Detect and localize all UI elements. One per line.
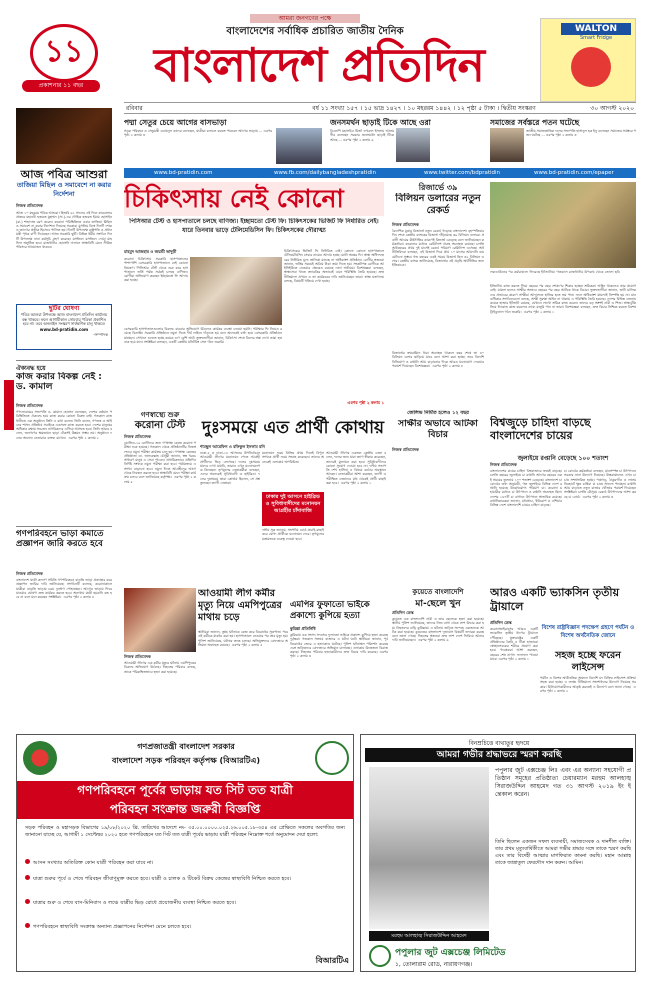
notice-url[interactable]: www.bd-pratidin.com bbox=[39, 326, 89, 332]
dateline-day: রবিবার bbox=[126, 105, 143, 112]
condolence-kicker: বিনম্রচিত্তে ব্যথাতুর হৃদয়ে bbox=[468, 740, 530, 747]
teaser-photo bbox=[490, 128, 524, 162]
anniversary-number: ১১ bbox=[30, 24, 98, 82]
teaser-title: সমাজের সর্বস্তরে পতন ঘটেছে bbox=[490, 118, 580, 127]
left3-reporter: নিজস্ব প্রতিবেদক bbox=[16, 571, 43, 576]
masthead-title: বাংলাদেশ প্রতিদিন bbox=[153, 38, 485, 92]
left3-body: বাংলাদেশ যাত্রী কল্যাণ সমিতি গণপরিবহনে বাড়তি ভাড়া প্রত্যাহার করে প্রজ্ঞাপন জারির দাবি জানিয়েছে। সংগঠনটি বলেছে, করোনাকালে যাত্রীরা বাড়তি ভাড়ায় চরম দুর্ভোগ পোহাচ্ছেন। আগের ভাড়ায় ফিরে যাওয়ার ঘোষণা দ্রুত কার্যকর করতে হবে। অন্যথায় যাত্রী হয়রানি বন্ধ হবে না বলে মনে করছেন সংশ্লিষ্টরা। এরপর পৃষ্ঠা ২ কলাম ৪ bbox=[16, 578, 112, 600]
brta-item-text: গণপরিবহনে স্বাস্থ্যবিধি সংক্রান্ত অন্যান্য প্রজ্ঞাপনের নির্দেশনা মেনে চলতে হবে। bbox=[33, 924, 192, 930]
left2-body: গণফোরামের সভাপতি ড. কামাল হোসেন বলেছেন, দেশের বর্তমান পরিস্থিতিতে ঐক্যবদ্ধ হয়ে কাজ করার কোনো বিকল্প নেই। গতকাল রাজধানীতে এক অনুষ্ঠানে তিনি এ কথা বলেন। তিনি বলেন, গণতন্ত্র ও আইনের শাসন প্রতিষ্ঠায় সবাইকে একসঙ্গে কাজ করতে হবে। দেশের মানুষের অধিকার রক্ষায় সচেতন নাগরিকদের এগিয়ে আসতে হবে। তিনি আরও বলেন, জনগণের ক্ষমতায়ন ছাড়া টেকসই উন্নয়ন সম্ভব নয়। অনুষ্ঠানে দলের অন্যান্য নেতারাও বক্তব্য রাখেন। এরপর পৃষ্ঠা ২ কলাম ২ bbox=[16, 410, 112, 440]
masthead-subtitle: বাংলাদেশের সর্বাধিক প্রচারিত জাতীয় দৈনিক bbox=[226, 26, 404, 37]
walton-sub: Smart Fridge bbox=[579, 35, 613, 41]
condolence-body-2: তিনি ছিলেন একজন সফল ব্যবসায়ী, সমাজসেবক ও দানশীল ব্যক্তি। তার প্রথম মৃত্যুবার্ষিকীতে আমরা গভীর শ্রদ্ধার সঙ্গে তাকে স্মরণ করছি এবং তার বিদেহী আত্মার মাগফিরাত কামনা করছি। মহান আল্লাহ তাকে জান্নাতুল ফেরদৌস দান করুন। আমিন। bbox=[495, 839, 633, 866]
lead-body-2: চিকিৎসকের ভিজিট ফি নির্ধারিত নেই। কোনো কোনো হাসপাতালে টেলিমেডিসিন সেবার নামেও আদায় হচ্ছে মোটা অঙ্কের ফি। স্বাস্থ্য অধিদফতরের নির্ধারিত মূল্য তালিকা মানছে না অধিকাংশ প্রতিষ্ঠান। রোগীর স্বজনরা জানান, ভর্তির সময়েই অগ্রিম টাকা জমা দিতে হয়। সংকটাপন্ন রোগীকে আইসিইউতে নেওয়ার ক্ষেত্রেও রয়েছে নানা অনিয়ম। বিশেষজ্ঞরা বলছেন, স্বাস্থ্যসেবা খাতে তদারকির অভাবেই এমন পরিস্থিতি তৈরি হয়েছে। দ্রুত নীতিমালা প্রণয়ন ও তা কার্যকরের দাবি জানিয়েছেন তারা। স্বাস্থ্য মন্ত্রণালয় বলছে, বিষয়টি খতিয়ে দেখা হচ্ছে। bbox=[284, 249, 384, 284]
company-logo-icon bbox=[369, 945, 391, 967]
lead-body-1: করোনা চিকিৎসায় সরকারি হাসপাতালের পাশাপাশি বেসরকারি হাসপাতালে নেই কোনো নিয়ন্ত্রণ। পিসিআর টেস্ট থেকে শুরু করে হাসপাতালে ভর্তি পর্যন্ত সর্বত্রই চলছে বাণিজ্য। রোগীরা অভিযোগ করছেন ইচ্ছামতো ফি আদায় করা হচ্ছে। bbox=[124, 257, 188, 283]
corona-kicker: গণস্বাস্থ্যে শুরু bbox=[140, 411, 180, 418]
ashura-image bbox=[16, 108, 112, 164]
reserve-body-2: রিজার্ভের ক্রমবর্ধমান ধারা অব্যাহত থাকলে বছর শেষে তা ৪০ বিলিয়ন ডলার ছাড়িয়ে যাবে বলে আশা করা হচ্ছে। তবে বিদেশি বিনিয়োগ ও রপ্তানি আয় বাড়ানোর দিকে আরও মনোযোগ দেওয়ার পরামর্শ দিয়েছেন বিশেষজ্ঞরা। এরপর পৃষ্ঠা ২ কলাম ৪ bbox=[392, 351, 484, 368]
ashura-body: আজ ১০ মহররম পবিত্র আশুরা। হিজরি ৬১ সালের এই দিনে কারবালার প্রান্তরে মহানবী হজরত মুহাম্মদ (সা.)-এর দৌহিত্র হজরত ইমাম হোসাইন (রা.) শাহাদাত বরণ করেন। করোনা পরিস্থিতিতে এবার তাজিয়া মিছিল ও সমাবেশ না করার নির্দেশনা দিয়েছে সরকার। মুসলিম বিশ্বে দিনটি শোক ও ত্যাগের প্রতীক হিসেবে পালিত হয়। দিনটি উপলক্ষে রাষ্ট্রপতি ও প্রধানমন্ত্রী পৃথক বাণী দিয়েছেন। আজ সরকারি ছুটি। বিভিন্ন ধর্মীয় সংগঠন দিনটি উপলক্ষে নানা কর্মসূচি গ্রহণ করেছে। মসজিদে মসজিদে দোয়া মাহফিল অনুষ্ঠিত হবে। রাজধানীর হোসেনি দালানে স্বাস্থ্যবিধি মেনে সীমিত পরিসরে আয়োজন থাকবে। bbox=[16, 211, 112, 250]
corona-title: করোনা টেস্ট bbox=[134, 420, 186, 431]
left2-title: কাজ করার বিকল্প নেই : ড. কামাল bbox=[16, 372, 102, 392]
brta-org1: গণপ্রজাতন্ত্রী বাংলাদেশ সরকার bbox=[137, 742, 235, 751]
teaser-inu[interactable] bbox=[490, 118, 636, 166]
left2-reporter: নিজস্ব প্রতিবেদক bbox=[16, 403, 43, 408]
dateline-bar bbox=[124, 102, 636, 114]
brick-caption: লকডাউনের পর কর্মচাঞ্চল্য ফিরেছে ইটভাটায়। গতকাল রাজধানীর উপকণ্ঠ থেকে তোলা ছবি bbox=[490, 270, 620, 274]
bioxal-title: বিশেষ রাষ্ট্রবিজ্ঞান পদক্ষেপ গ্রহণে পর্যটন ও বিশেষ অর্থনৈতিক জোনে bbox=[541, 625, 635, 639]
condolence-caption: মরহুম আলহাজ্ব সিরাজউদ্দিন আহমেদ bbox=[369, 931, 489, 941]
url-bar bbox=[124, 168, 636, 178]
mp-cousin-headline-text: এমপির ফুফাতো ভাইকে প্রকাশ্যে কুপিয়ে হত্যা bbox=[290, 600, 370, 621]
brta-item-text: আসন সংখ্যার অতিরিক্ত কোন যাত্রী পরিবহন করা যাবে না। bbox=[33, 860, 154, 866]
brta-item-text: যাত্রা শুরুর পূর্বে ও শেষে পরিবহন জীবাণুমুক্ত করতে হবে। যাত্রী ও চালক ও টিকেট বিক্রয় কেন্দ্রের স্বাস্থ্যবিধি নিশ্চিত করতে হবে। bbox=[33, 876, 292, 882]
mp-cousin-body: কুমিল্লায় এক সংসদ সদস্যের ফুফাতো ভাইকে প্রকাশ্যে কুপিয়ে হত্যা করেছে দুর্বৃত্তরা। গতকাল সন্ধ্যায় বাজারে এ ঘটনা ঘটে। স্থানীয়রা জানান, পূর্ব বিরোধের জেরে এ হত্যাকাণ্ড ঘটেছে। পুলিশ ঘটনাস্থল পরিদর্শন করেছে এবং জড়িতদের গ্রেফতারে অভিযান চালাচ্ছে। এলাকায় উত্তেজনা বিরাজ করছে। নিহতের পরিবার হত্যাকারীদের দ্রুত বিচার দাবি করেছে। এরপর পৃষ্ঠা ২ কলাম ৩ bbox=[290, 633, 388, 659]
notice-text: পবিত্র আশুরা উপলক্ষে আজ বাংলাদেশ প্রতিদিন কার্যালয় বন্ধ থাকবে। ফলে আগামীকাল সোমবার পত্রিকা প্রকাশিত হবে না। তবে অনলাইন সংস্করণ সার্বক্ষণিক চালু থাকবে। bbox=[20, 312, 108, 327]
condolence-company: পপুলার জুট এক্সচেঞ্জ লিমিটেড bbox=[395, 948, 506, 958]
brta-ad bbox=[16, 734, 354, 972]
brta-org2: বাংলাদেশ সড়ক পরিবহন কর্তৃপক্ষ (বিআরটিএ) bbox=[112, 756, 260, 765]
reserve-title: বিলিয়ন ডলারের নতুন রেকর্ড bbox=[395, 193, 481, 216]
bullet-icon bbox=[25, 899, 30, 904]
masthead-tagline: আমরা জনগণের পক্ষে bbox=[250, 14, 360, 23]
brick-kicker: জেলিভ নির্মিত হলেও ১২ বছর bbox=[407, 410, 469, 416]
awami-body-1: আওয়ামী লীগের এক কর্মীর মৃত্যুর ঘটনায় এমপিপুত্রের বিরুদ্ধে অভিযোগ উঠেছে। নিহতের পরিবার বলছে, তাকে পরিকল্পিতভাবে হত্যা করা হয়েছে। bbox=[124, 661, 196, 674]
brick-title: সাক্ষীর অভাবে আটকা বিচার bbox=[398, 419, 478, 440]
url-epaper[interactable]: www.bd-pratidin.com/epaper bbox=[534, 170, 614, 176]
awami-body-2: স্থানীয়রা জানান, তুচ্ছ ঘটনাকে কেন্দ্র করে বিরোধের সূত্রপাত। পরে ওই কর্মীকে মারধর করা হয়। হাসপাতালে নেওয়ার পর তার মৃত্যু হয়। পুলিশ জানিয়েছে, ঘটনার তদন্ত চলছে। অভিযুক্তদের গ্রেফতারে অভিযান অব্যাহত রয়েছে। এরপর পৃষ্ঠা ২ কলাম ৫ bbox=[198, 630, 288, 647]
left3-title: গণপরিবহনে ভাড়া কমাতে প্রজ্ঞাপন জারি করতে হবে bbox=[16, 529, 104, 549]
teaser-text: জাতীয় সমাজতান্ত্রিক দলের সভাপতি হাসানুল হক ইনু বলেছেন সমাজের সর্বস্তরে পতন ঘটেছে ... এরপর পৃষ্ঠা ২ কলাম ৩ bbox=[526, 129, 636, 138]
kuwait-body: কুয়েতে এক বাংলাদেশি নারী ও তার ছেলেকে হত্যা করা হয়েছে। স্থানীয় পুলিশ জানিয়েছে, তাদের নিজ বাসা থেকে লাশ উদ্ধার করা হয়। নিহতদের বাড়ি কুমিল্লায়। এ ঘটনায় জড়িত সন্দেহে একজনকে আটক করা হয়েছে। কুয়েতের বাংলাদেশ দূতাবাস বিষয়টি তদারক করছে বলে জানা গেছে। নিহতের স্বজনরা দ্রুত লাশ দেশে ফিরিয়ে আনার দাবি জানিয়েছেন। এরপর পৃষ্ঠা ২ কলাম ৬ bbox=[392, 617, 484, 643]
kuwait-byline: প্রতিদিন ডেস্ক bbox=[392, 610, 414, 615]
brick-body: ইটভাটায় কাজ করতে গিয়ে বছরের পর বছর শোষণের শিকার হচ্ছেন শ্রমিকরা। আইন থাকলেও তার প্রয়োগ নেই। মামলা হলেও সাক্ষীর অভাবে বছরের পর বছর আটকে থাকে বিচার। ভুক্তভোগীরা জানান, ভাটা মালিকদের প্রভাবের কারণে সাক্ষীরা আদালতে হাজির হতে ভয় পান। ফলে অধিকাংশ মামলাই নিষ্পত্তি হয় না। মানবাধিকার সংগঠনগুলো বলছে, সাক্ষী সুরক্ষা আইন না থাকায় এ পরিস্থিতি তৈরি হয়েছে। দেশের বিভিন্ন জেলায় কয়েক হাজার ইটভাটা রয়েছে, যেখানে লাখো শ্রমিক কাজ করেন। তাদের বড় অংশই নারী ও শিশু। স্বাস্থ্যঝুঁকি নিয়ে দিনরাত কাজ করলেও ন্যায্য মজুরি পান না তারা। বিশেষজ্ঞরা বলছেন, দ্রুত বিচার নিশ্চিত করতে বিশেষ ট্রাইব্যুনাল গঠন জরুরি। এরপর পৃষ্ঠা ২ কলাম ১ bbox=[490, 284, 636, 314]
candidates-body-2: মনোনয়ন ফরম বিক্রির প্রথম দিনেই বিপুল সংখ্যক প্রার্থী ফরম সংগ্রহ করেছেন। তাদের অনেকেই এলাকায় অপরিচিত। bbox=[262, 451, 324, 464]
candidates-inset: ঢাকার দুই আসনে হাইব্রিড ও সুবিধাবাদীদের মনোনয়ন আগ্রহীর চাঁদাবাজি bbox=[262, 492, 324, 526]
divider bbox=[16, 360, 112, 361]
govt-emblem-icon bbox=[23, 741, 57, 775]
bullet-icon bbox=[25, 859, 30, 864]
anniversary-text: প্রকাশনার ১১ বছর bbox=[22, 80, 100, 92]
tea-body-1: বাংলাদেশের চায়ের চাহিদা বিশ্ববাজারে ক্রমেই বাড়ছে। চলতি বছরের জুলাইয়ে চা রপ্তানি আগের বছরের একই সময়ের তুলনায় ১০০ শতাংশ বেড়েছে। বাংলাদেশ চা বোর্ডের তথ্য অনুযায়ী, গত জুলাইয়ে বিভিন্ন দেশে রপ্তানি হয়েছে উল্লেখযোগ্য পরিমাণ চা। করোনা মহামারীর মধ্যেও চা উৎপাদন ও রপ্তানি অব্যাহত ছিল। দেশের ১৬৭টি চা বাগানে উৎপাদন স্বাভাবিক রয়েছে। রপ্তানিকারকরা জানান, মধ্যপ্রাচ্য, ইউরোপ ও এশিয়ার বিভিন্ন দেশে বাংলাদেশি চায়ের চাহিদা বাড়ছে। bbox=[490, 469, 562, 508]
tea-title: বিশ্বজুড়ে চাহিদা বাড়ছে বাংলাদেশের চায়ের bbox=[490, 416, 591, 442]
awami-photo bbox=[124, 588, 196, 652]
lead-body-3: বেসরকারি হাসপাতালগুলোর বিরুদ্ধে বারবার অভিযোগ উঠলেও কার্যকর ব্যবস্থা নেওয়া হয়নি। পরীক্ষার ফি নিয়েও রয়েছে বিভ্রান্তি। সরকারি প্রতিষ্ঠানে নমুনা দিতে দীর্ঘ লাইনে দাঁড়াতে হয় বলে অনেকেই বাধ্য হয়ে বেসরকারি প্রতিষ্ঠানে যাচ্ছেন। সেখানে গুনতে হচ্ছে কয়েক গুণ বেশি অর্থ। ভুক্তভোগীরা জানান, চিকিৎসা শেষে বিলের অঙ্ক দেখে তারা হতবাক হয়ে যান। সংশ্লিষ্টরা বলছেন, একটি কেন্দ্রীয় মনিটরিং সেল গঠন জরুরি। bbox=[124, 327, 282, 344]
tea-reporter: নিজস্ব প্রতিবেদক bbox=[490, 462, 517, 467]
reserve-body: বৈদেশিক মুদ্রার রিজার্ভে নতুন রেকর্ড গড়েছে বাংলাদেশ। বৃহস্পতিবার দিন শেষে কেন্দ্রীয় ব্যাংকের রিজার্ভ দাঁড়িয়েছে ৩৯ বিলিয়ন ডলারে। প্রবাসী আয়ের ঊর্ধ্বগতির কারণেই রিজার্ভ বেড়েছে বলে জানিয়েছেন কর্মকর্তারা। করোনার মধ্যেও রেমিট্যান্স প্রবাহ অব্যাহত রয়েছে। চলতি অর্থবছরের প্রথম দুই মাসেই রেকর্ড পরিমাণ রেমিট্যান্স এসেছে। অর্থনীতিবিদরা বলছেন, এই রিজার্ভ দিয়ে প্রায় ১০ মাসের আমদানি ব্যয় মেটানো সম্ভব। গত বছরের একই সময়ে রিজার্ভ ছিল ৩২ বিলিয়ন ডলার। কেন্দ্রীয় ব্যাংক জানিয়েছে, রিজার্ভের এই প্রবৃদ্ধি অর্থনীতির জন্য ইতিবাচক। bbox=[392, 229, 484, 268]
kuwait-title: মা-ছেলে খুন bbox=[415, 599, 461, 608]
brta-item-4 bbox=[25, 923, 345, 937]
brta-footer: বিআরটিএ bbox=[315, 956, 349, 965]
tea-body-2: চা বোর্ডের কর্মকর্তারা বলছেন, মানসম্পন্ন চা উৎপাদনে সরকার নানা উদ্যোগ নিয়েছে। উত্তরাঞ্চলেও এখন চা চাষ সম্প্রসারিত হচ্ছে। পঞ্চগড়, ঠাকুরগাঁও ও লালমনিরহাটে ক্ষুদ্র চাষিরা চা চাষে সাফল্য পাচ্ছেন। রপ্তানি আয় বাড়াতে নতুন বাজার খোঁজার পরামর্শ দিয়েছেন সংশ্লিষ্টরা। চলতি মৌসুমে রেকর্ড উৎপাদনের আশা করছে চা বোর্ড। এরপর পৃষ্ঠা ২ কলাম ৩ bbox=[564, 469, 636, 499]
lead-continue: এরপর পৃষ্ঠা ২ কলাম ১ bbox=[347, 400, 384, 405]
ashura-sub: তাজিয়া মিছিল ও সমাবেশে না করার নির্দেশনা bbox=[16, 181, 112, 198]
tea-sub: জুলাইয়ে রপ্তানি বেড়েছে ১০০ শতাংশ bbox=[517, 455, 609, 461]
brta-banner bbox=[17, 781, 353, 819]
candidates-byline: শামছুল আরেফিন ও রফিকুল ইসলাম রনি bbox=[200, 444, 265, 449]
teaser-title: পদ্মা সেতুর চেয়ে আগের বাসভাড়া bbox=[124, 118, 227, 127]
bioxal-title2: সহজ হচ্ছে ফরেন লাইসেন্স bbox=[555, 650, 621, 673]
url-facebook[interactable]: www.fb.com/dailybangladeshpratidin bbox=[274, 170, 376, 176]
anniversary-badge bbox=[16, 18, 106, 102]
ashura-reporter: নিজস্ব প্রতিবেদক bbox=[16, 203, 43, 208]
corona-reporter: নিজস্ব প্রতিবেদক bbox=[124, 434, 151, 439]
candidates-body-3: দলীয় সূত্র জানায়, সংসদীয় বোর্ড যাচাই-বাছাই করে যোগ্য প্রার্থীকে মনোনয়ন দেবে। তৃণমূলের মতামতকে গুরুত্ব দেওয়া হবে। bbox=[262, 528, 324, 541]
reserve-kicker: রিজার্ভে ৩৯ bbox=[418, 183, 458, 192]
teaser-text: সড়ক পরিবহন ও সেতুমন্ত্রী ওবায়দুল কাদের বলেছেন, যাত্রীরা চলাচল করতে পারবেন আগের ভাড়ায় ... এরপর পৃষ্ঠা ২ কলাম ৩ bbox=[124, 129, 274, 138]
condolence-ad bbox=[360, 734, 636, 972]
brick-photo bbox=[490, 182, 636, 268]
bullet-icon bbox=[25, 875, 30, 880]
side-marker bbox=[4, 380, 14, 430]
candidates-title: দুঃসময়ে এত প্রার্থী কোথায় bbox=[201, 418, 385, 438]
fridge-icon bbox=[571, 47, 611, 87]
brta-banner-line1: গণপরিবহনে পূর্বের ভাড়ায় যত সিট তত যাত্রী bbox=[77, 783, 293, 797]
notice-title: ছুটির ঘোষণা bbox=[48, 305, 80, 312]
notice-by: -সম্পাদক bbox=[93, 331, 108, 337]
vaccine-headline-text: আরও একটি ভ্যাকসিন তৃতীয় ট্রায়ালে bbox=[490, 586, 620, 613]
url-web[interactable]: www.bd-pratidin.com bbox=[154, 170, 213, 176]
walton-brand: WALTON bbox=[561, 23, 631, 35]
condolence-body: পপুলার জুট এক্সচেঞ্জ লিঃ এবং এর অন্যান্য সহযোগী প্রতিষ্ঠান সমূহের প্রতিষ্ঠাতা চেয়ারম্যান মরহুম আলহাজ্ব সিরাজউদ্দিন আহমেদ গত ৩১ আগস্ট ২০১৯ ইং ইন্তেকাল করেন। bbox=[495, 767, 633, 798]
reserve-reporter: নিজস্ব প্রতিবেদক bbox=[392, 222, 419, 227]
condolence-photo bbox=[369, 767, 489, 929]
dateline-info: বর্ষ ১১ সংখ্যা ১৫৭ । ১৫ ভাদ্র ১৪২৭ । ১০ মহররম ১৪৪২ । ১২ পৃষ্ঠা ৫ টাকা । দ্বিতীয় সংস্করণ bbox=[312, 105, 536, 112]
candidates-body-4: আওয়ামী লীগের একজন কেন্দ্রীয় নেতা বলেন, দলের জন্য যারা ত্যাগ স্বীকার করেছেন, তাদেরই মূল্যায়ন করা হবে। সুবিধাবাদীদের কোনো সুযোগ দেওয়া হবে না। দলীয় সভাপতি শেখ হাসিনা এ বিষয়ে কঠোর অবস্থানে আছেন। নেতাকর্মীরা আশা করছেন, ত্যাগী ও পরীক্ষিত নেতাদের মধ্য থেকেই প্রার্থী বাছাই করা হবে। এরপর পৃষ্ঠা ২ কলাম ১ bbox=[326, 451, 386, 486]
teaser-bnp[interactable] bbox=[330, 118, 490, 166]
lead-deck: পিসিআর টেস্ট ও হাসপাতালে চলছে বাণিজ্য। ইচ্ছামতো টেস্ট ফি। চিকিৎসকের ভিজিট ফি নির্ধারিত নেই। যারে তিনবার ভাড়ে টেলিমেডিসিন ফি। চিকিৎসকের দৌরাত্ম্য bbox=[129, 218, 379, 234]
teaser-title: জনসমর্থন ছাড়াই টিকে আছে ওরা bbox=[330, 118, 431, 127]
candidates-body-1: ঢাকা-৫ ও ঢাকা-১৮ আসনের উপনির্বাচনে আওয়ামী লীগের মনোনয়ন পেতে আগ্রহী প্রার্থীদের ভিড় লেগেছে। দলের দুঃসময়ে যাদের দেখা যায়নি, তারাও এখন মনোনয়নপত্র কিনছেন। তৃণমূলের নেতাকর্মীরা বলছেন, এদের অনেকেই সুবিধাবাদী ও হাইব্রিড। দলের দুঃসময়ে তারা কোথায় ছিলেন, সে প্রশ্ন তুলছেন ত্যাগী নেতারা। bbox=[200, 451, 260, 486]
vaccine-byline: প্রতিদিন ডেস্ক bbox=[490, 620, 512, 625]
mp-cousin-byline: কুমিল্লা প্রতিনিধি bbox=[290, 626, 316, 631]
awami-byline: নিজস্ব প্রতিবেদক bbox=[124, 654, 151, 659]
brta-item-3 bbox=[25, 899, 345, 921]
lead-headline: চিকিৎসায় নেই কোনো bbox=[124, 182, 384, 216]
left2-kicker: ঐক্যবদ্ধ হয়ে bbox=[16, 365, 46, 371]
brta-banner-line2: পরিবহন সংক্রান্ত জরুরী বিজ্ঞপ্তি bbox=[109, 802, 261, 816]
holiday-notice bbox=[16, 304, 112, 350]
corona-body: কোভিড-১৯ রোগীদের জন্য গণস্বাস্থ্য কেন্দ্রে করোনা পরীক্ষা শুরু হয়েছে। গতকাল থেকে প্রতিষ্ঠানটির নিজস্ব ল্যাবে নমুনা পরীক্ষা কার্যক্রম চালু হয়। গণস্বাস্থ্য কেন্দ্রের প্রতিষ্ঠাতা ডা. জাফরুল্লাহ চৌধুরী জানান, স্বল্প খরচে সাধারণ মানুষ এ সেবা পাবেন। প্রাথমিকভাবে প্রতিদিন নির্দিষ্ট সংখ্যক নমুনা পরীক্ষা করা হবে। পর্যায়ক্রমে এ সংখ্যা বাড়ানো হবে। নমুনা দিতে আগ্রহীদের আগে থেকে নিবন্ধন করতে হবে। স্বাস্থ্যবিধি মেনে পরীক্ষা কার্যক্রম চলবে বলে জানিয়েছে কর্তৃপক্ষ। এরপর পৃষ্ঠা ২ কলাম ৫ bbox=[124, 441, 196, 484]
dateline-date: ৩০ আগস্ট ২০২০ bbox=[590, 105, 634, 112]
brta-item-text: যাত্রার শুরু ও শেষে বাস-মিনিবাস ও লঞ্চে যাত্রীর ভিড় রোধে প্রয়োজনীয় ব্যবস্থা নিশ্চিত করতে হবে। bbox=[33, 900, 237, 906]
walton-ad bbox=[540, 18, 636, 102]
condolence-address: ১, তোলারাম রোড, নারায়ণগঞ্জ। bbox=[395, 961, 473, 968]
ashura-title: আজ পবিত্র আশুরা bbox=[20, 168, 108, 180]
kuwait-kicker: কুয়েতে বাংলাদেশি bbox=[412, 588, 464, 595]
lead-photo bbox=[190, 257, 282, 325]
brta-item-1 bbox=[25, 859, 345, 873]
brick-reporter: নিজস্ব প্রতিবেদক bbox=[392, 447, 419, 452]
divider bbox=[16, 526, 112, 527]
condolence-title: আমরা গভীর শ্রদ্ধাভরে স্মরণ করছি bbox=[436, 750, 562, 760]
teaser-photo bbox=[396, 128, 430, 162]
teaser-text: বিএনপি মহাসচিব মির্জা ফখরুল ইসলাম আলমগীর বলেছেন সরকার জনসমর্থন ছাড়াই টিকে আছে ... এরপর পৃষ্ঠা ২ কলাম ৬ bbox=[330, 129, 396, 142]
bullet-icon bbox=[25, 923, 30, 928]
brta-intro: সড়ক পরিবহন ও মহাসড়ক বিভাগের ১৯/০৮/২০২০ খ্রি. তারিখের আদেশে নং- ৩৫.০০.০০০০.০২৫.২৬.০০৫.১৮-৩৫৪ এর প্রেক্ষিতে সকলের অবগতির জন্য জানানো যাচ্ছে যে, আগামী ১ সেপ্টেম্বর ২০২০ হতে গণপরিবহনে যত সিট তত যাত্রী পূর্বের ভাড়ায় যাত্রী পরিবহন নিম্নোক্ত শর্তে অনুমোদন দেয়া হলো: bbox=[25, 825, 347, 838]
teaser-padma[interactable] bbox=[124, 118, 324, 166]
brta-item-2 bbox=[25, 875, 345, 897]
url-twitter[interactable]: www.twitter.com/bdpratidin bbox=[424, 170, 501, 176]
awami-title: আওয়ামী লীগ কর্মীর মৃত্যু নিয়ে এমপিপুত্রের মাথায় চড়ে bbox=[198, 588, 282, 623]
teaser-photo bbox=[276, 128, 322, 164]
lead-byline: মাহমুদ আজহার ও জয়শ্রী ভাদুড়ী bbox=[124, 249, 177, 254]
bioxal-body: পর্যটন ও বিশেষ অর্থনৈতিক অঞ্চলে বিদেশি মদ বিক্রির লাইসেন্স প্রক্রিয়া সহজ করা হচ্ছে। এ লক্ষ্যে নীতিমালা সংশোধনের উদ্যোগ নিয়েছে সরকার। বিনিয়োগকারীদের আকৃষ্ট করতেই এ উদ্যোগ বলে জানা গেছে। এরপর পৃষ্ঠা ২ কলাম ২ bbox=[540, 676, 636, 693]
brta-logo-icon bbox=[315, 741, 349, 775]
vaccine-body: করোনাভাইরাসের আরও একটি ভ্যাকসিন তৃতীয় ধাপের ট্রায়ালে পৌঁছেছে। যুক্তরাষ্ট্রের একটি প্রতিষ্ঠানের তৈরি এ টিকা হাজারো স্বেচ্ছাসেবকের শরীরে প্রয়োগ করা হবে। গবেষকরা আশা করছেন, বছরের শেষ নাগাদ ফলাফল পাওয়া যাবে। এরপর পৃষ্ঠা ২ কলাম ১ bbox=[490, 627, 538, 662]
